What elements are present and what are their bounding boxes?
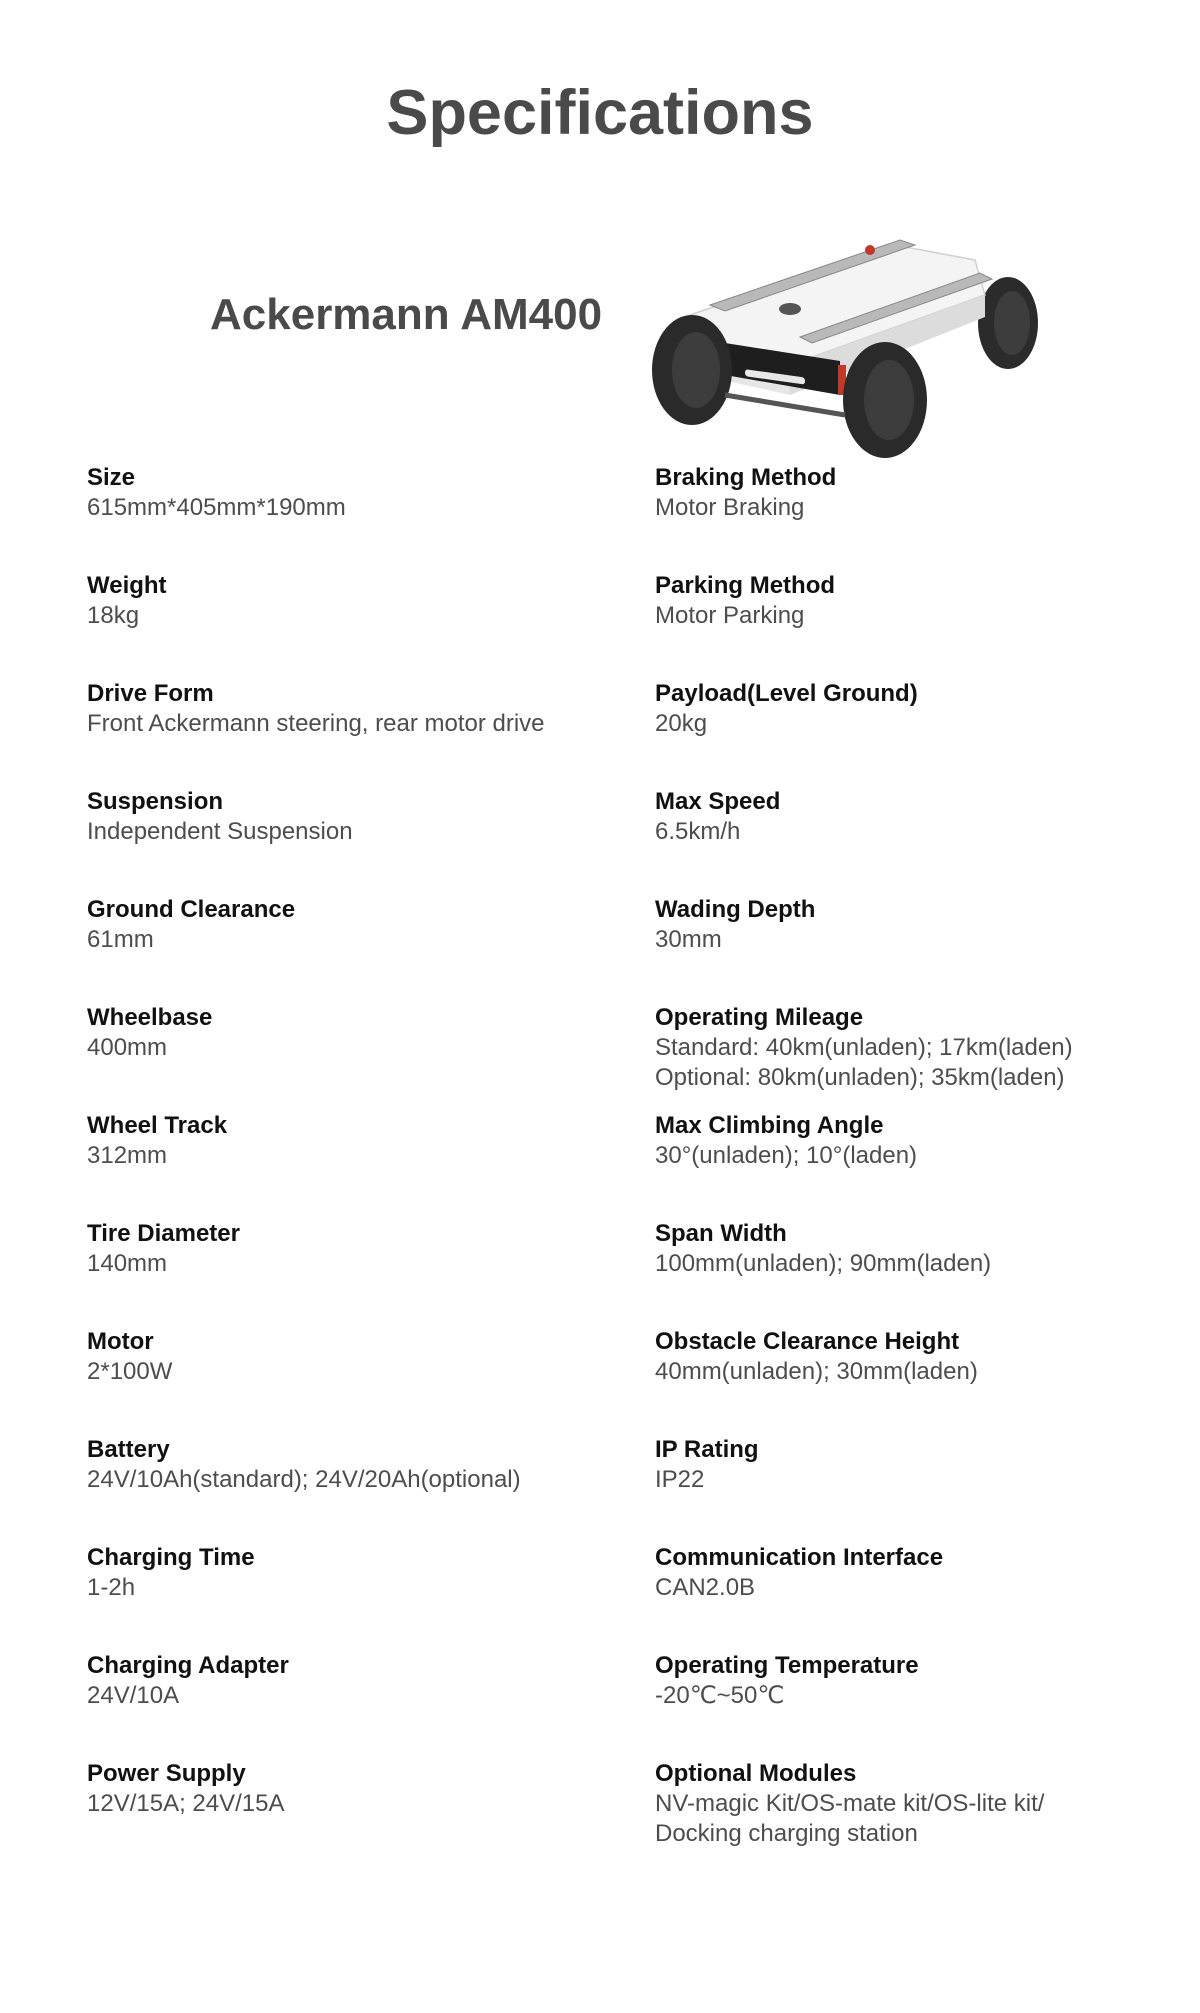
- spec-value: Motor Parking: [655, 602, 805, 629]
- spec-label: Payload(Level Ground): [655, 680, 918, 707]
- spec-label: Max Climbing Angle: [655, 1112, 884, 1139]
- page-title: Specifications: [386, 78, 814, 148]
- spec-value: Front Ackermann steering, rear motor drive: [87, 710, 545, 737]
- spec-value: -20℃~50℃: [655, 1682, 785, 1709]
- spec-label: Motor: [87, 1328, 154, 1355]
- spec-charging-time: [87, 1543, 655, 1651]
- spec-label: Wading Depth: [655, 896, 816, 923]
- spec-value: 30°(unladen); 10°(laden): [655, 1142, 918, 1169]
- spec-label: Operating Mileage: [655, 1004, 864, 1031]
- spec-label: Max Speed: [655, 788, 781, 815]
- spec-value: 30mm: [655, 926, 722, 953]
- spec-label: Ground Clearance: [87, 896, 296, 923]
- product-name: Ackermann AM400: [210, 290, 603, 339]
- spec-value: 2*100W: [87, 1358, 173, 1385]
- spec-wading-depth: [655, 895, 1157, 1003]
- spec-ip-rating: [655, 1435, 1157, 1543]
- spec-label: Suspension: [87, 788, 224, 815]
- spec-label: Drive Form: [87, 680, 214, 707]
- spec-label: IP Rating: [655, 1436, 759, 1463]
- spec-value: 312mm: [87, 1142, 168, 1169]
- spec-label: Obstacle Clearance Height: [655, 1328, 960, 1355]
- spec-value: 12V/15A; 24V/15A: [87, 1790, 285, 1817]
- spec-label: Parking Method: [655, 572, 836, 599]
- spec-value: 20kg: [655, 710, 708, 737]
- spec-label: Tire Diameter: [87, 1220, 240, 1247]
- spec-power-supply: [87, 1759, 655, 1867]
- spec-value: IP22: [655, 1466, 705, 1493]
- spec-communication-interface: [655, 1543, 1157, 1651]
- spec-ground-clearance: [87, 895, 655, 1003]
- spec-wheel-track: [87, 1111, 655, 1219]
- spec-label: Power Supply: [87, 1760, 246, 1787]
- spec-braking-method: [655, 463, 1157, 571]
- spec-obstacle-clearance-height: [655, 1327, 1157, 1435]
- spec-label: Weight: [87, 572, 167, 599]
- front-right-wheel: [843, 342, 927, 458]
- spec-value: 615mm*405mm*190mm: [87, 494, 346, 521]
- spec-max-climbing-angle: [655, 1111, 1157, 1219]
- spec-label: Span Width: [655, 1220, 787, 1247]
- spec-value: 18kg: [87, 602, 140, 629]
- spec-label: Braking Method: [655, 464, 837, 491]
- spec-value: 6.5km/h: [655, 818, 741, 845]
- spec-operating-mileage: [655, 1003, 1157, 1111]
- spec-size: [87, 463, 655, 571]
- spec-value: 24V/10Ah(standard); 24V/20Ah(optional): [87, 1466, 521, 1493]
- spec-value: 40mm(unladen); 30mm(laden): [655, 1358, 978, 1385]
- spec-label: Charging Adapter: [87, 1652, 289, 1679]
- spec-max-speed: [655, 787, 1157, 895]
- spec-label: Wheelbase: [87, 1004, 213, 1031]
- spec-label: Battery: [87, 1436, 170, 1463]
- spec-charging-adapter: [87, 1651, 655, 1759]
- rear-right-wheel: [978, 277, 1038, 369]
- spec-tire-diameter: [87, 1219, 655, 1327]
- spec-payload: [655, 679, 1157, 787]
- spec-weight: [87, 571, 655, 679]
- spec-label: Communication Interface: [655, 1544, 944, 1571]
- spec-drive-form: [87, 679, 655, 787]
- spec-label: Charging Time: [87, 1544, 255, 1571]
- front-left-wheel: [652, 315, 732, 425]
- spec-label: Size: [87, 464, 136, 491]
- spec-parking-method: [655, 571, 1157, 679]
- spec-label: Operating Temperature: [655, 1652, 919, 1679]
- spec-span-width: [655, 1219, 1157, 1327]
- spec-value: Independent Suspension: [87, 818, 353, 845]
- specs-grid: [87, 463, 1157, 1867]
- spec-value: 24V/10A: [87, 1682, 180, 1709]
- spec-value: NV-magic Kit/OS-mate kit/OS-lite kit/ Docking charging station: [655, 1790, 1045, 1847]
- product-image: [630, 225, 1050, 475]
- spec-wheelbase: [87, 1003, 655, 1111]
- spec-value: CAN2.0B: [655, 1574, 756, 1601]
- spec-label: Wheel Track: [87, 1112, 228, 1139]
- spec-battery: [87, 1435, 655, 1543]
- spec-value: Motor Braking: [655, 494, 805, 521]
- spec-value: 61mm: [87, 926, 154, 953]
- spec-value: Standard: 40km(unladen); 17km(laden) Optional: 80km(unladen); 35km(laden): [655, 1034, 1073, 1091]
- chassis-body: [690, 240, 992, 395]
- spec-value: 100mm(unladen); 90mm(laden): [655, 1250, 992, 1277]
- spec-value: 1-2h: [87, 1574, 136, 1601]
- spec-value: 400mm: [87, 1034, 168, 1061]
- spec-suspension: [87, 787, 655, 895]
- spec-motor: [87, 1327, 655, 1435]
- spec-optional-modules: [655, 1759, 1157, 1867]
- spec-operating-temperature: [655, 1651, 1157, 1759]
- spec-value: 140mm: [87, 1250, 168, 1277]
- spec-label: Optional Modules: [655, 1760, 857, 1787]
